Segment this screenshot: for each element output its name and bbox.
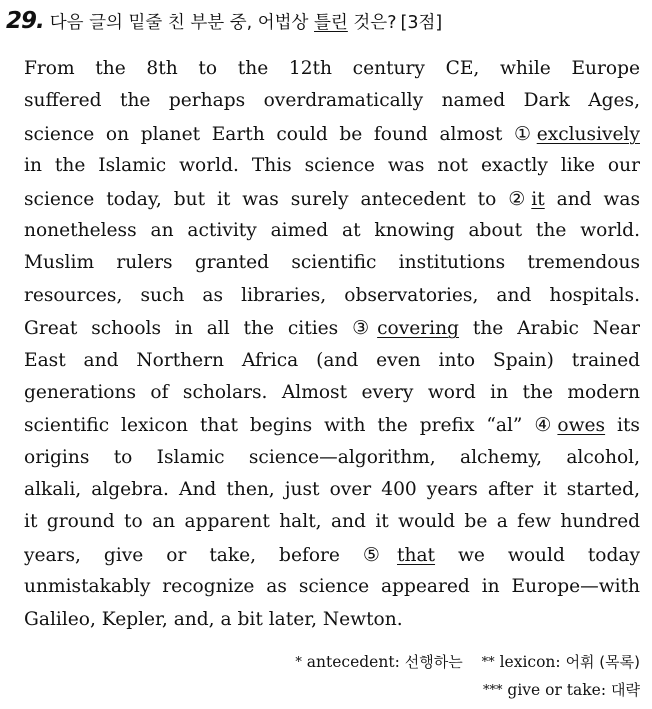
passage xyxy=(24,53,640,636)
choice-marker: ④ xyxy=(534,414,558,437)
passage-line xyxy=(24,377,640,409)
footnote-term: give or take: xyxy=(507,681,607,699)
footnotes-row-1 xyxy=(220,649,640,675)
passage-text: generations of scholars. Almost every word in the modern xyxy=(24,381,640,403)
choice-marker: ② xyxy=(508,187,532,210)
passage-text: From the 8th to the 12th century CE, while Europe xyxy=(24,58,640,79)
footnotes-row-2 xyxy=(220,677,640,703)
question-prompt xyxy=(50,13,397,33)
underlined-choice: exclusively xyxy=(536,123,640,145)
passage-text: and was xyxy=(544,188,640,210)
underlined-choice: owes xyxy=(557,415,606,437)
passage-text: origins to Islamic science—algorithm, alchemy, alcohol, xyxy=(24,446,640,468)
passage-line xyxy=(24,85,640,117)
footnote-gloss: 선행하는 xyxy=(404,653,463,671)
underlined-choice: it xyxy=(531,188,545,210)
footnote-gloss: 어휘 (목록) xyxy=(565,653,640,671)
passage-text: Galileo, Kepler, and, a bit later, Newton. xyxy=(24,608,403,630)
passage-text: years, give or take, before xyxy=(24,544,363,566)
passage-text: science on planet Earth could be found almost xyxy=(24,123,514,145)
passage-line xyxy=(24,571,640,603)
passage-line xyxy=(24,345,640,377)
passage-text: Muslim rulers granted scientific institutions tremendous xyxy=(24,252,640,274)
passage-text: we would today xyxy=(435,544,640,566)
passage-line xyxy=(24,183,640,215)
passage-line xyxy=(24,118,640,150)
passage-text: it ground to an apparent halt, and it would be a few hundred xyxy=(24,511,640,533)
passage-text: East and Northern Africa (and even into Spain) trained xyxy=(24,349,640,371)
passage-line xyxy=(24,506,640,538)
choice-marker: ③ xyxy=(352,317,378,340)
passage-line xyxy=(24,442,640,474)
passage-text: the Arabic Near xyxy=(458,318,640,340)
passage-text: in the Islamic world. This science was not exactly like our xyxy=(24,155,640,177)
passage-text: Great schools in all the cities xyxy=(24,318,353,340)
choice-marker: ⑤ xyxy=(362,543,398,566)
footnote-star: ** xyxy=(481,655,495,670)
choice-marker: ① xyxy=(513,122,537,145)
underlined-choice: covering xyxy=(377,318,459,340)
passage-text: science today, but it was surely antecedent to xyxy=(24,188,509,210)
passage-line xyxy=(24,474,640,506)
passage-line xyxy=(24,150,640,182)
passage-line xyxy=(24,539,640,571)
question-header xyxy=(6,4,646,38)
passage-line xyxy=(24,215,640,247)
footnote-lexicon xyxy=(482,653,640,671)
passage-line xyxy=(24,409,640,441)
footnote-gloss: 대략 xyxy=(611,681,640,699)
passage-line xyxy=(24,604,640,636)
passage-text: its xyxy=(605,415,640,437)
footnote-term: antecedent: xyxy=(306,653,400,671)
underlined-choice: that xyxy=(397,544,436,566)
passage-text: scientific lexicon that begins with the prefix “al” xyxy=(24,415,535,437)
passage-line xyxy=(24,247,640,279)
passage-line xyxy=(24,312,640,344)
passage-text: alkali, algebra. And then, just over 400 years after it started, xyxy=(24,479,640,501)
passage-text: resources, such as libraries, observatories, and hospitals. xyxy=(24,284,640,306)
passage-text: unmistakably recognize as science appeared in Europe—with xyxy=(24,576,640,598)
question-number: 29. xyxy=(6,8,44,34)
question-prompt-before: 다음 글의 밑줄 친 부분 중, 어법상 xyxy=(49,13,315,33)
footnote-antecedent xyxy=(295,653,462,671)
passage-line xyxy=(24,280,640,312)
question-prompt-after: 것은? xyxy=(347,13,397,33)
passage-line xyxy=(24,53,640,85)
footnote-star: *** xyxy=(482,683,503,698)
question-points: [3점] xyxy=(400,13,443,33)
passage-text: nonetheless an activity aimed at knowing about the world. xyxy=(24,219,640,241)
footnote-give-or-take xyxy=(483,681,640,699)
question-prompt-underlined: 틀린 xyxy=(314,13,348,33)
footnote-term: lexicon: xyxy=(499,653,561,671)
passage-text: suffered the perhaps overdramatically named Dark Ages, xyxy=(24,90,640,112)
footnote-star: * xyxy=(295,655,302,670)
